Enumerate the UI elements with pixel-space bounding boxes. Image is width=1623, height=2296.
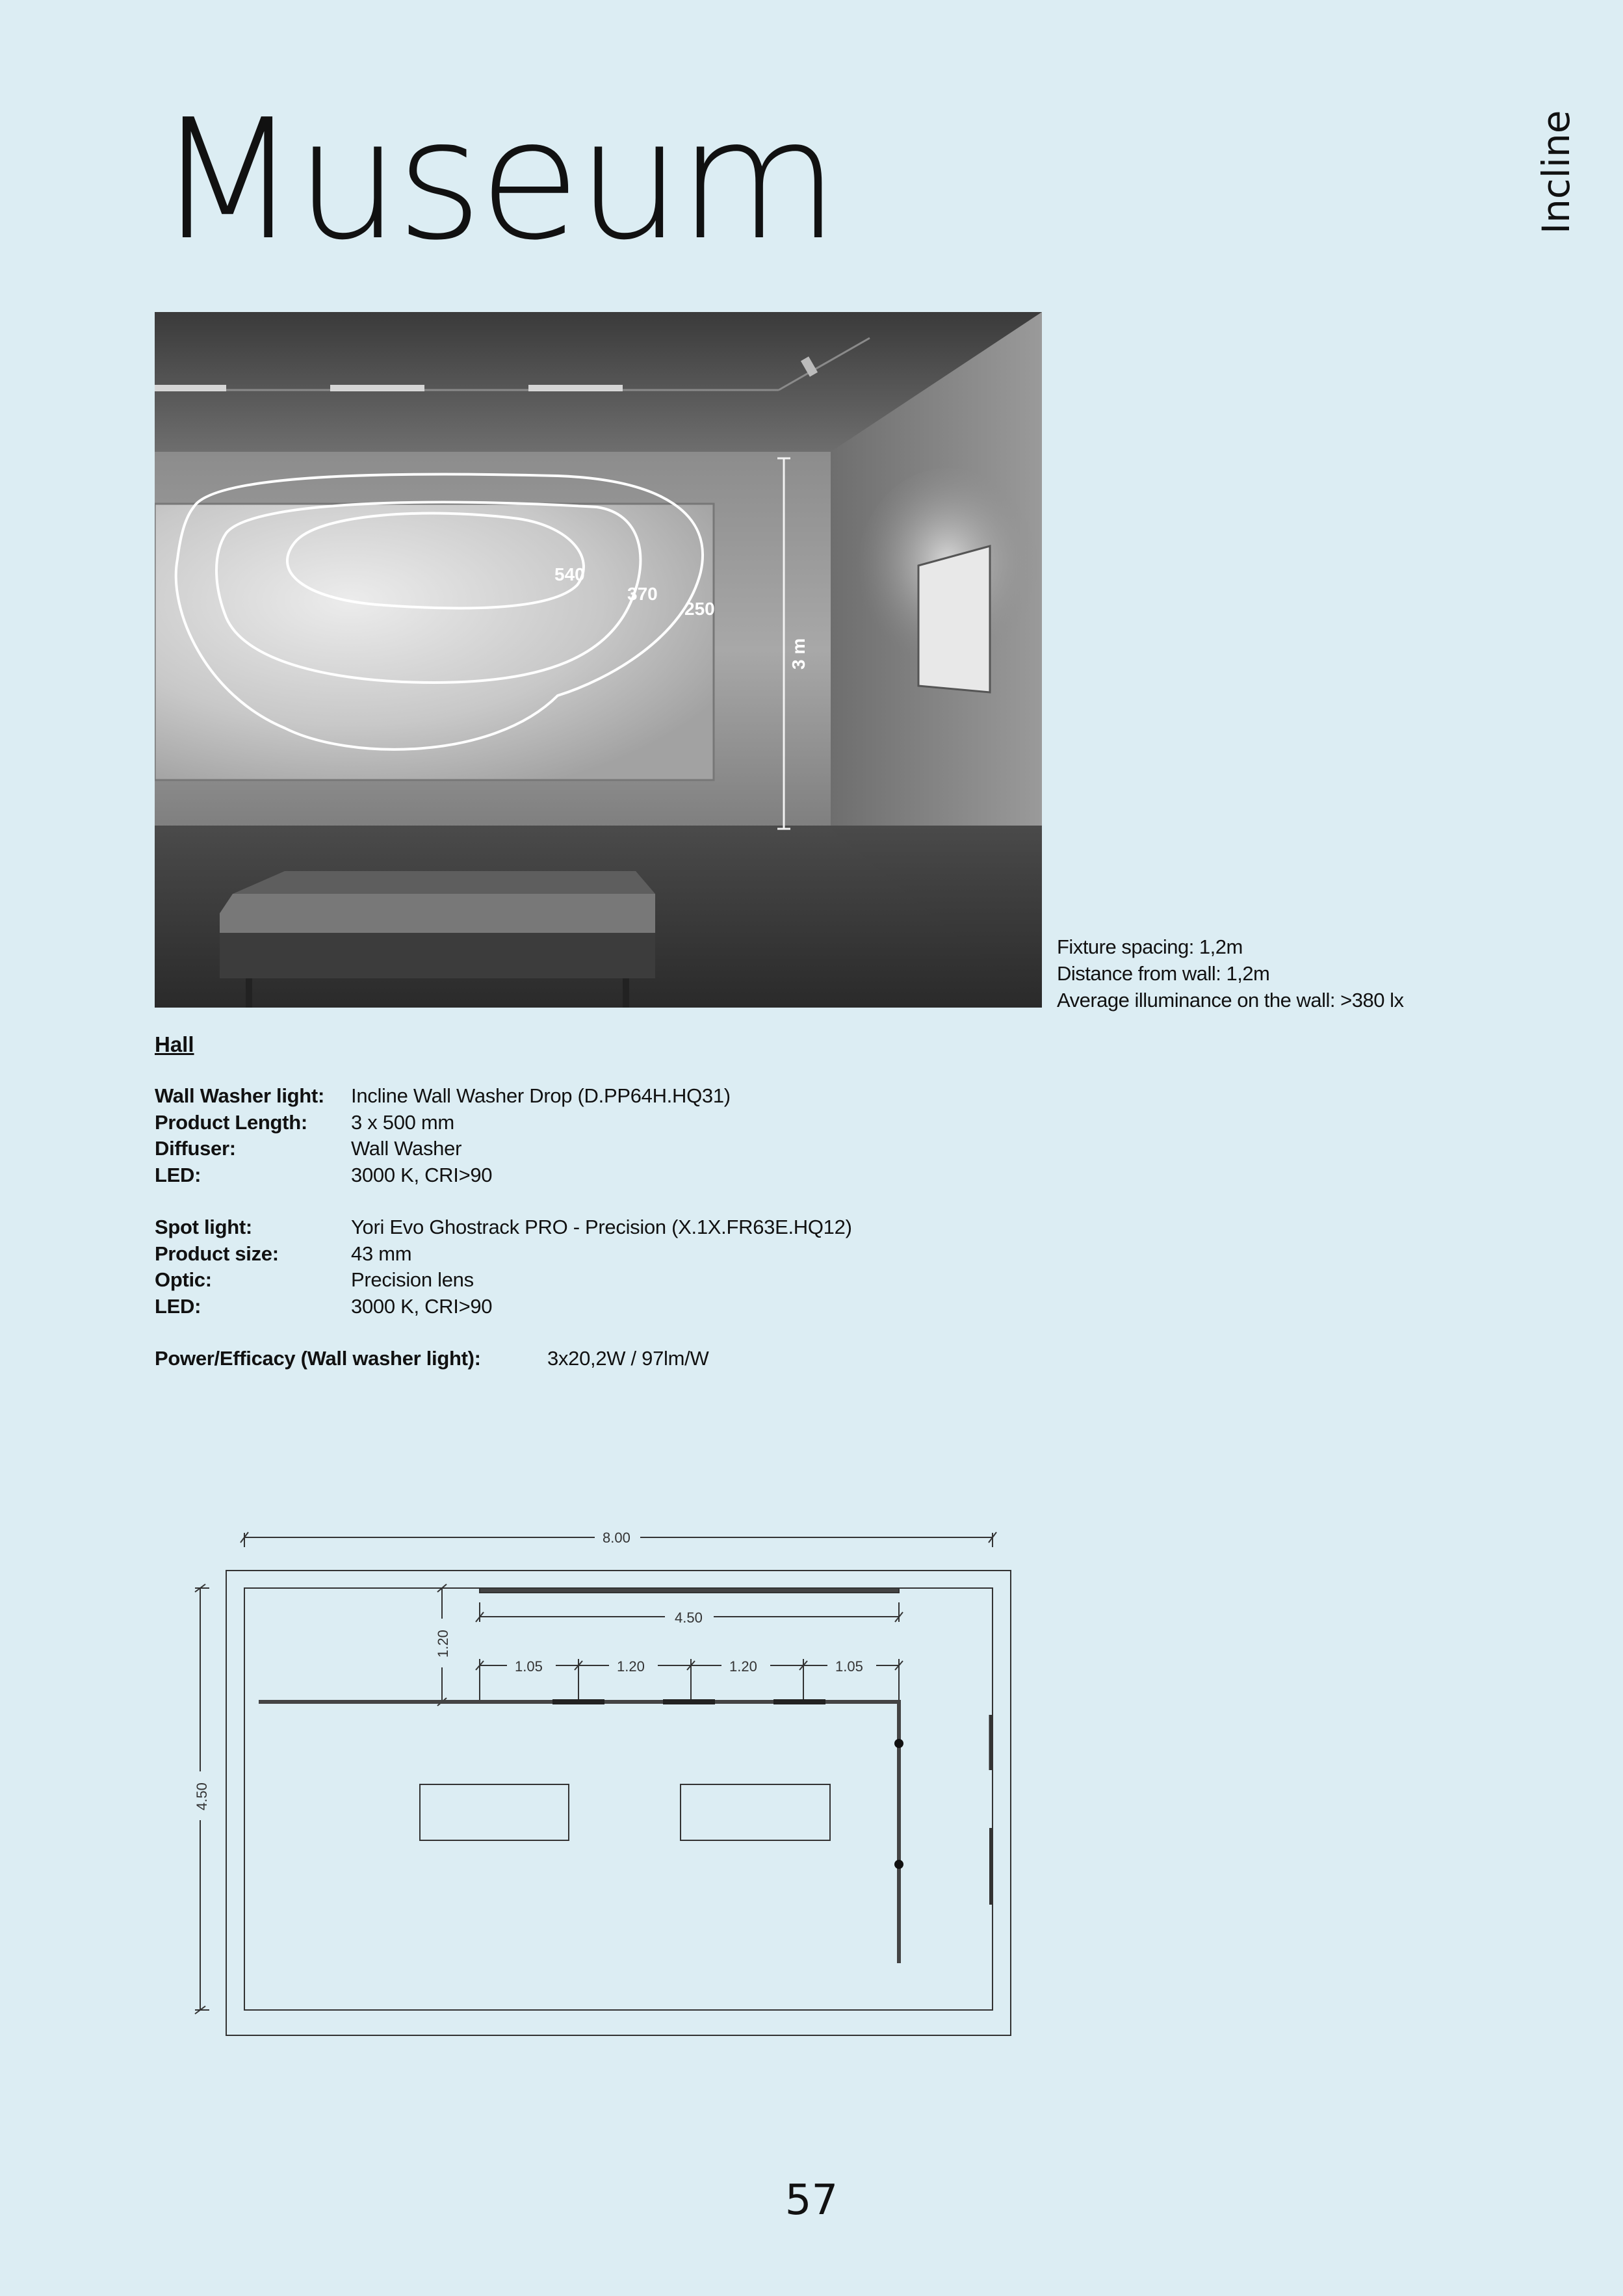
spec-gap — [155, 1188, 852, 1214]
spec-label: Product Length: — [155, 1110, 307, 1134]
spec-label: LED: — [155, 1294, 201, 1318]
spec-value: Precision lens — [351, 1268, 474, 1291]
dim-width-label: 8.00 — [603, 1530, 630, 1546]
dim-depth-label: 4.50 — [194, 1782, 210, 1810]
spec-value: Yori Evo Ghostrack PRO - Precision (X.1X.FR63E.HQ12) — [351, 1216, 852, 1238]
spec-value: Incline Wall Washer Drop (D.PP64H.HQ31) — [351, 1084, 731, 1107]
power-row — [155, 1346, 852, 1372]
spec-row — [155, 1110, 852, 1136]
spec-row — [155, 1162, 852, 1189]
spec-row — [155, 1214, 852, 1241]
contour-label-250: 250 — [684, 599, 715, 619]
caption-line: Average illuminance on the wall: >380 lx — [1057, 989, 1404, 1011]
spec-label: LED: — [155, 1163, 201, 1186]
dim-spacing-label: 1.05 — [515, 1658, 543, 1675]
spec-value: 3 x 500 mm — [351, 1110, 454, 1134]
spec-label: Product size: — [155, 1242, 279, 1265]
spec-label: Diffuser: — [155, 1137, 236, 1160]
spec-row — [155, 1241, 852, 1268]
section-heading: Hall — [155, 1032, 194, 1056]
dim-spacing-label: 1.20 — [729, 1658, 757, 1675]
side-tab-label: Incline — [1534, 110, 1578, 234]
spec-row — [155, 1136, 852, 1162]
page-title: Museum — [156, 84, 836, 277]
caption-line: Fixture spacing: 1,2m — [1057, 935, 1243, 958]
spec-label: Wall Washer light: — [155, 1084, 324, 1107]
dim-length-label: 4.50 — [675, 1610, 703, 1626]
spec-label: Spot light: — [155, 1216, 252, 1238]
dim-spacing-label: 1.20 — [617, 1658, 645, 1675]
spec-value: 3000 K, CRI>90 — [351, 1163, 493, 1186]
spec-row — [155, 1294, 852, 1320]
floor-plan-drawing — [188, 1521, 1033, 2057]
contour-label-370: 370 — [627, 584, 658, 604]
spec-row — [155, 1267, 852, 1294]
museum-render-image — [155, 312, 1042, 1008]
spec-value: 3000 K, CRI>90 — [351, 1294, 493, 1318]
spec-value: Wall Washer — [351, 1137, 462, 1160]
dim-spacing-label: 1.05 — [835, 1658, 863, 1675]
spec-row — [155, 1083, 852, 1110]
power-label: Power/Efficacy (Wall washer light): — [155, 1347, 481, 1370]
spec-value: 43 mm — [351, 1242, 412, 1265]
spec-gap — [155, 1320, 852, 1346]
dim-offset-label: 1.20 — [435, 1630, 451, 1658]
power-value: 3x20,2W / 97lm/W — [547, 1347, 709, 1370]
contour-label-540: 540 — [554, 564, 585, 584]
page-number: 57 — [785, 2176, 838, 2224]
spec-label: Optic: — [155, 1268, 212, 1291]
height-label: 3 m — [788, 638, 809, 670]
spec-table — [155, 1083, 852, 1372]
caption-line: Distance from wall: 1,2m — [1057, 962, 1270, 985]
lighting-caption — [1057, 933, 1403, 1013]
